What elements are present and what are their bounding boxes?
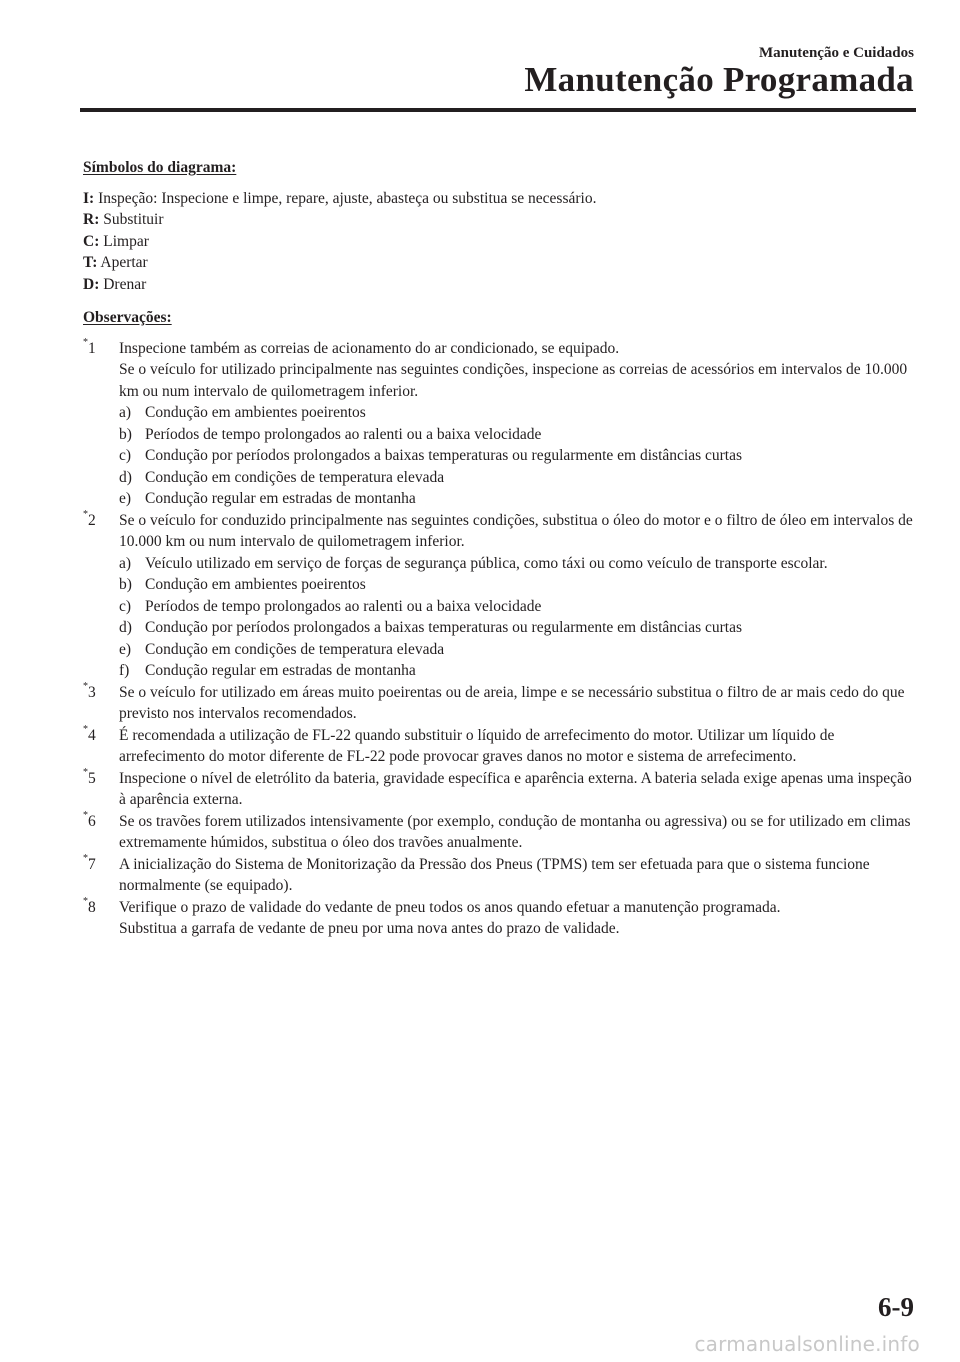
note-subitem-letter: f)	[119, 662, 130, 679]
running-header-section: Manutenção e Cuidados	[758, 45, 914, 61]
note-subitem-letter: c)	[119, 597, 132, 615]
note-number: 8	[88, 898, 96, 916]
legend-key: C:	[83, 232, 100, 250]
note-marker	[83, 510, 96, 532]
note-number: 7	[88, 855, 96, 873]
note-subitem-text: Condução em condições de temperatura elevada	[145, 468, 445, 486]
note-number: 4	[88, 726, 96, 744]
note-subitem	[119, 596, 915, 618]
note-star: *	[83, 896, 88, 908]
legend-item	[83, 274, 915, 296]
note-subitem-text: Condução em ambientes poeirentos	[145, 404, 366, 421]
note-star: *	[83, 509, 88, 521]
notes-list	[83, 338, 915, 940]
note-subitem-letter: d)	[119, 619, 132, 636]
note-line: É recomendada a utilização de FL-22 quando substituir o líquido de arrefecimento do motor. Utilizar um líquido de arrefecimento do motor diferente de FL-22 pode provocar graves danos no motor e sistema de arrefecimento.	[119, 726, 835, 765]
note-subitem	[119, 660, 915, 682]
note-item	[83, 897, 915, 940]
legend-item	[83, 209, 915, 231]
legend-key: R:	[83, 211, 100, 228]
note-subitem-letter: e)	[119, 640, 132, 658]
note-subitem	[119, 553, 915, 575]
note-marker	[83, 725, 96, 747]
note-item	[83, 725, 915, 768]
note-subitem	[119, 617, 915, 639]
note-subitem-letter: d)	[119, 468, 132, 486]
legend-text: Inspeção: Inspecione e limpe, repare, ajuste, abasteça ou substitua se necessário.	[94, 189, 597, 207]
note-line: Se o veículo for conduzido principalmente nas seguintes condições, substitua o óleo do motor e o filtro de óleo em intervalos de 10.000 km ou num intervalo de quilometragem inferior.	[119, 511, 913, 550]
page-number: 6-9	[878, 1292, 914, 1322]
note-subitem-text: Períodos de tempo prolongados ao ralenti ou a baixa velocidade	[145, 597, 542, 615]
note-star: *	[83, 337, 88, 349]
note-marker	[83, 854, 96, 876]
note-subitem-text: Condução em condições de temperatura elevada	[145, 640, 445, 658]
note-marker	[83, 682, 96, 704]
note-number: 2	[88, 511, 96, 529]
note-subitem	[119, 424, 915, 446]
legend-key: T:	[83, 254, 98, 271]
notes-heading: Observações:	[83, 309, 172, 326]
note-subitem-text: Condução regular em estradas de montanha	[145, 490, 416, 507]
note-subitem-text: Veículo utilizado em serviço de forças de segurança pública, como táxi ou como veículo de transporte escolar.	[145, 554, 828, 572]
note-item	[83, 682, 915, 725]
note-star: *	[83, 810, 88, 822]
note-marker	[83, 811, 96, 833]
note-subitem	[119, 467, 915, 489]
legend-text: Substituir	[99, 211, 164, 228]
note-subitem-letter: a)	[119, 554, 132, 572]
note-line: Se o veículo for utilizado em áreas muito poeirentas ou de areia, limpe e se necessário substitua o filtro de ar mais cedo do que previsto nos intervalos recomendados.	[119, 683, 905, 722]
note-marker	[83, 338, 96, 360]
note-subitem	[119, 488, 915, 510]
note-number: 5	[88, 769, 96, 787]
note-subitem-text: Períodos de tempo prolongados ao ralenti ou a baixa velocidade	[145, 425, 542, 443]
note-subitem-letter: c)	[119, 447, 132, 464]
note-star: *	[83, 681, 88, 693]
note-star: *	[83, 767, 88, 779]
note-subitem-letter: b)	[119, 425, 132, 443]
note-marker	[83, 768, 96, 790]
note-line: A inicialização do Sistema de Monitorização da Pressão dos Pneus (TPMS) tem ser efetuada para que o sistema funcione normalmente (se equipado).	[119, 855, 870, 894]
legend-text: Drenar	[99, 275, 147, 293]
note-line: Se os travões forem utilizados intensivamente (por exemplo, condução de montanha ou agressiva) ou se for utilizado em climas extremamente húmidos, substitua o óleo dos travões anualmente.	[119, 812, 911, 851]
note-item	[83, 811, 915, 854]
page-title: Manutenção Programada	[524, 60, 914, 99]
note-subitem-text: Condução por períodos prolongados a baixas temperaturas ou regularmente em distâncias curtas	[145, 619, 742, 636]
watermark: carmanualsonline.info	[694, 1332, 920, 1356]
note-subitem-letter: e)	[119, 490, 132, 507]
note-item	[83, 510, 915, 682]
note-line: Se o veículo for utilizado principalmente nas seguintes condições, inspecione as correias de acessórios em intervalos de 10.000 km ou num intervalo de quilometragem inferior.	[119, 361, 908, 400]
note-subitem	[119, 639, 915, 661]
legend-item	[83, 231, 915, 253]
note-number: 1	[88, 339, 96, 357]
note-star: *	[83, 853, 88, 865]
legend-text: Limpar	[99, 232, 149, 250]
note-subitem	[119, 402, 915, 424]
legend-key: I:	[83, 189, 95, 207]
note-item	[83, 768, 915, 811]
symbols-legend	[83, 188, 915, 296]
note-subitem-letter: b)	[119, 576, 132, 593]
note-number: 3	[88, 683, 96, 701]
note-star: *	[83, 724, 88, 736]
note-line: Inspecione o nível de eletrólito da bateria, gravidade específica e aparência externa. A bateria selada exige apenas uma inspeção à aparência externa.	[119, 769, 912, 808]
note-subitem	[119, 445, 915, 467]
legend-item	[83, 188, 915, 210]
page-content	[83, 157, 915, 940]
legend-item	[83, 252, 915, 274]
note-item	[83, 338, 915, 510]
symbols-heading: Símbolos do diagrama:	[83, 159, 237, 176]
note-subitem-text: Condução por períodos prolongados a baixas temperaturas ou regularmente em distâncias curtas	[145, 447, 742, 464]
note-subitem-text: Condução em ambientes poeirentos	[145, 576, 366, 593]
note-subitem	[119, 574, 915, 596]
note-subitem-letter: a)	[119, 404, 132, 421]
note-line: Verifique o prazo de validade do vedante de pneu todos os anos quando efetuar a manutenção programada.	[119, 898, 781, 916]
note-number: 6	[88, 812, 96, 830]
header-rule	[80, 108, 916, 112]
note-line: Substitua a garrafa de vedante de pneu por uma nova antes do prazo de validade.	[119, 920, 620, 937]
note-subitem-text: Condução regular em estradas de montanha	[145, 662, 416, 679]
legend-key: D:	[83, 275, 100, 293]
note-line: Inspecione também as correias de acionamento do ar condicionado, se equipado.	[119, 339, 620, 357]
note-item	[83, 854, 915, 897]
legend-text: Apertar	[97, 254, 148, 271]
note-marker	[83, 897, 96, 919]
